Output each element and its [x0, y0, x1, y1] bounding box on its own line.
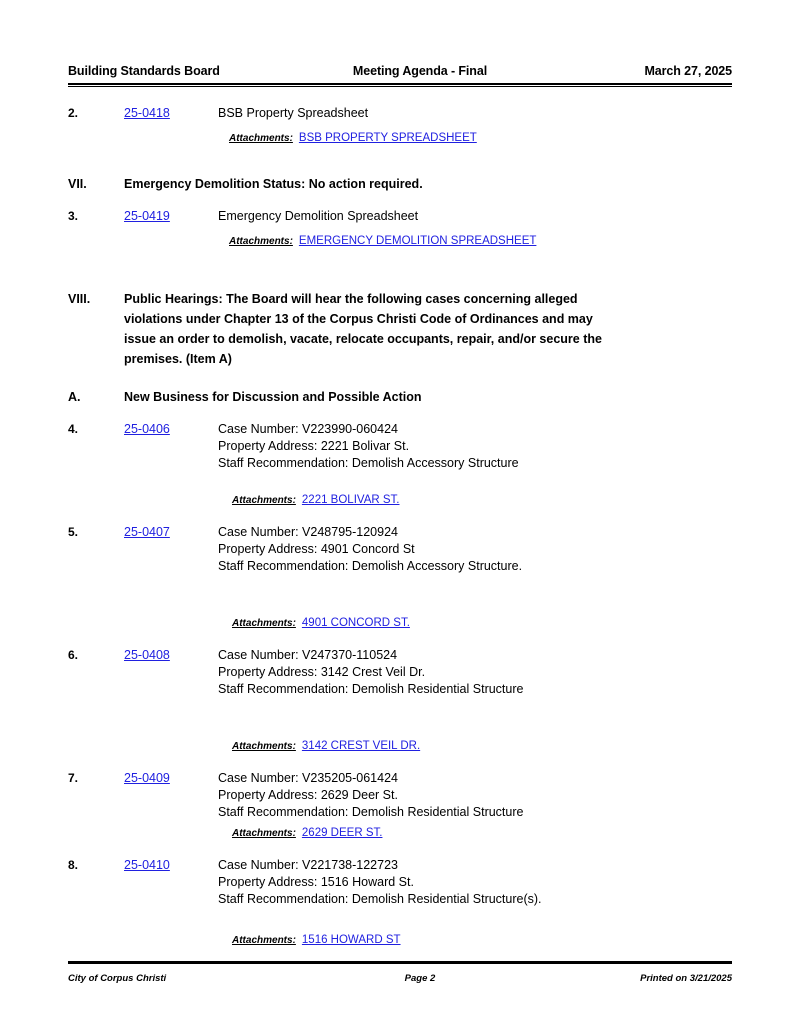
item-number: 8.	[68, 858, 79, 872]
attachment-link[interactable]: 2629 DEER ST.	[301, 827, 383, 839]
item-description	[218, 421, 732, 472]
item-number: 7.	[68, 771, 79, 785]
agenda-item-4	[68, 421, 732, 472]
item-file-number	[124, 105, 218, 122]
agenda-item-7	[68, 770, 732, 821]
section-line-1: Public Hearings: The Board will hear the following cases concerning alleged	[124, 292, 578, 306]
section-marker: VIII.	[68, 292, 91, 306]
item-property-address: Property Address: 3142 Crest Veil Dr.	[218, 665, 426, 679]
item-file-number	[124, 770, 218, 787]
section-line-3: issue an order to demolish, vacate, relocate occupants, repair, and/or secure the	[124, 332, 602, 346]
attachments-row-item-6	[68, 740, 732, 752]
item-property-address: Property Address: 2221 Bolivar St.	[218, 439, 410, 453]
item-title: Emergency Demolition Spreadsheet	[218, 209, 419, 223]
file-number-link[interactable]: 25-0410	[124, 858, 170, 872]
attachments-label: Attachments:	[232, 741, 296, 752]
section-heading-viii	[68, 289, 732, 369]
item-description	[218, 857, 732, 908]
attachments-label: Attachments:	[232, 618, 296, 629]
attachments-row-item-2	[68, 132, 732, 144]
attachments-row-item-8	[68, 934, 732, 946]
item-staff-recommendation: Staff Recommendation: Demolish Residential Structure	[218, 805, 524, 819]
attachments-label: Attachments:	[232, 495, 296, 506]
item-description	[218, 647, 732, 698]
item-property-address: Property Address: 4901 Concord St	[218, 542, 415, 556]
agenda-item-8	[68, 857, 732, 908]
attachments-row-item-4	[68, 494, 732, 506]
file-number-link[interactable]: 25-0407	[124, 525, 170, 539]
item-number: 6.	[68, 648, 79, 662]
attachments-row-item-5	[68, 617, 732, 629]
item-staff-recommendation: Staff Recommendation: Demolish Accessory Structure.	[218, 559, 523, 573]
item-property-address: Property Address: 1516 Howard St.	[218, 875, 414, 889]
attachments-row-item-3	[68, 235, 732, 247]
item-file-number	[124, 421, 218, 438]
item-file-number	[124, 857, 218, 874]
attachments-row-item-7	[68, 827, 732, 839]
agenda-item-5	[68, 524, 732, 575]
item-case-number: Case Number: V235205-061424	[218, 771, 398, 785]
section-line-4: premises. (Item A)	[124, 352, 232, 366]
section-marker: A.	[68, 390, 81, 404]
item-number: 5.	[68, 525, 79, 539]
section-marker: VII.	[68, 177, 87, 191]
section-line-2: violations under Chapter 13 of the Corpus Christi Code of Ordinances and may	[124, 312, 593, 326]
item-description	[218, 208, 732, 225]
file-number-link[interactable]: 25-0406	[124, 422, 170, 436]
item-number: 4.	[68, 422, 79, 436]
item-number: 2.	[68, 106, 79, 120]
agenda-item-2	[68, 105, 732, 122]
section-heading-vii	[68, 174, 732, 194]
agenda-item-6	[68, 647, 732, 698]
footer-page-number: Page 2	[404, 973, 436, 984]
attachment-link[interactable]: 3142 CREST VEIL DR.	[301, 740, 421, 752]
header-document-title: Meeting Agenda - Final	[352, 64, 488, 78]
attachments-label: Attachments:	[232, 935, 296, 946]
attachments-label: Attachments:	[229, 236, 293, 247]
item-staff-recommendation: Staff Recommendation: Demolish Residential Structure	[218, 682, 524, 696]
agenda-item-3	[68, 208, 732, 225]
footer-organization: City of Corpus Christi	[68, 973, 167, 984]
item-description	[218, 524, 732, 575]
file-number-link[interactable]: 25-0418	[124, 106, 170, 120]
header-meeting-date: March 27, 2025	[644, 64, 732, 78]
item-file-number	[124, 524, 218, 541]
attachment-link[interactable]: 4901 CONCORD ST.	[301, 617, 410, 629]
attachment-link[interactable]: BSB PROPERTY SPREADSHEET	[298, 132, 477, 144]
file-number-link[interactable]: 25-0419	[124, 209, 170, 223]
item-property-address: Property Address: 2629 Deer St.	[218, 788, 398, 802]
agenda-content	[68, 105, 732, 946]
item-title: BSB Property Spreadsheet	[218, 106, 369, 120]
item-staff-recommendation: Staff Recommendation: Demolish Accessory Structure	[218, 456, 519, 470]
section-title	[124, 289, 732, 369]
item-file-number	[124, 208, 218, 225]
item-file-number	[124, 647, 218, 664]
section-heading-a	[68, 387, 732, 407]
attachment-link[interactable]: EMERGENCY DEMOLITION SPREADSHEET	[298, 235, 537, 247]
file-number-link[interactable]: 25-0408	[124, 648, 170, 662]
item-staff-recommendation: Staff Recommendation: Demolish Residential Structure(s).	[218, 892, 542, 906]
footer-divider	[68, 961, 732, 964]
item-case-number: Case Number: V223990-060424	[218, 422, 398, 436]
attachment-link[interactable]: 1516 HOWARD ST	[301, 934, 401, 946]
section-title: Emergency Demolition Status: No action required.	[124, 177, 423, 191]
section-title: New Business for Discussion and Possible Action	[124, 390, 422, 404]
item-number: 3.	[68, 209, 79, 223]
file-number-link[interactable]: 25-0409	[124, 771, 170, 785]
attachments-label: Attachments:	[232, 828, 296, 839]
item-case-number: Case Number: V248795-120924	[218, 525, 398, 539]
attachments-label: Attachments:	[229, 133, 293, 144]
footer-printed-date: Printed on 3/21/2025	[640, 973, 732, 984]
item-description	[218, 770, 732, 821]
item-case-number: Case Number: V247370-110524	[218, 648, 398, 662]
item-case-number: Case Number: V221738-122723	[218, 858, 398, 872]
header-board-name: Building Standards Board	[68, 64, 220, 78]
item-description	[218, 105, 732, 122]
page-footer	[68, 973, 732, 984]
header-divider	[68, 83, 732, 87]
attachment-link[interactable]: 2221 BOLIVAR ST.	[301, 494, 400, 506]
